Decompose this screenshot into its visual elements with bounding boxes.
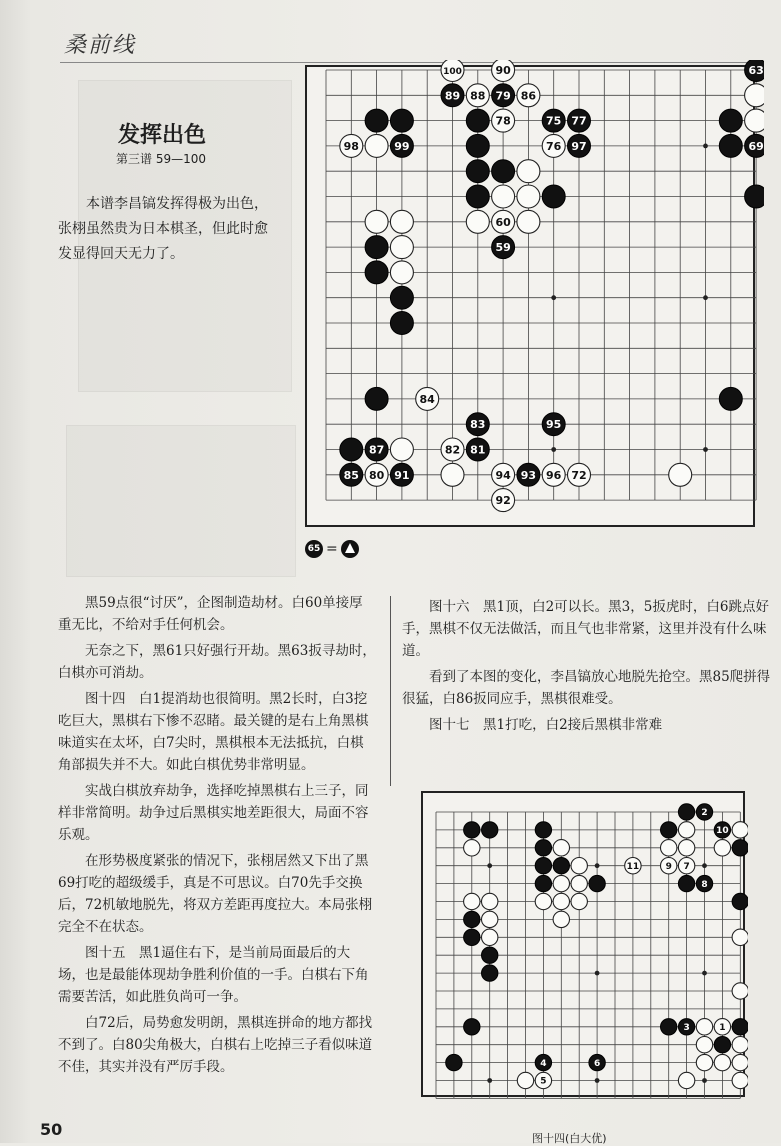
white-stone	[714, 1019, 730, 1035]
white-stone	[466, 84, 489, 107]
move-number: 63	[748, 63, 764, 77]
move-number: 83	[470, 418, 486, 432]
black-stone	[696, 875, 712, 891]
move-number: 90	[495, 63, 511, 77]
move-number: 99	[394, 139, 410, 153]
star-point	[595, 1078, 600, 1083]
page-number: 50	[40, 1120, 63, 1139]
move-number: 59	[495, 241, 511, 255]
black-stone	[492, 236, 515, 259]
black-stone	[732, 840, 748, 856]
move-number: 76	[546, 139, 562, 153]
white-stone	[571, 893, 587, 909]
white-stone	[390, 210, 413, 233]
white-stone	[732, 983, 748, 999]
black-stone	[464, 911, 480, 927]
black-stone	[542, 185, 565, 208]
body-paragraph: 黑59点很“讨厌”，企图制造劫材。白60单接厚重无比，不给对手任何机会。	[58, 595, 363, 633]
white-stone	[625, 858, 641, 874]
white-stone	[441, 438, 464, 461]
body-paragraph: 看到了本图的变化，李昌镐放心地脱先抢空。黑85爬拼得很猛，白86扳同应手，黑棋很难受。	[402, 669, 771, 707]
white-stone	[441, 60, 464, 82]
white-stone	[732, 1072, 748, 1088]
white-stone	[492, 210, 515, 233]
move-number: 97	[571, 139, 587, 153]
legend-65-equals-triangle	[305, 540, 359, 558]
move-number: 92	[495, 494, 511, 508]
body-paragraph: 图十四 白1提消劫也很简明。黑2长时，白3挖吃巨大，黑棋右下惨不忍睹。最关键的是右上角黑棋味道实在太坏，白7尖时，黑棋根本无法抵抗，白棋角部损失并不大。如此白棋优势非常明显。	[58, 691, 369, 773]
section-title: 发挥出色	[118, 123, 207, 148]
body-paragraph: 在形势极度紧张的情况下，张栩居然又下出了黑69打吃的超级缓手，真是不可思议。白70先手交换后，72机敏地脱先，将双方差距再度拉大。本局张栩完全不在状态。	[58, 853, 373, 935]
black-stone	[365, 438, 388, 461]
white-stone	[732, 1054, 748, 1070]
intro-text: 本谱李昌镐发挥得极为出色，张栩虽然贵为日本棋圣，但此时愈发显得回天无力了。	[58, 196, 268, 262]
running-header: 桑前线	[64, 33, 137, 58]
column-divider	[390, 596, 391, 786]
black-stone	[390, 286, 413, 309]
move-number: 87	[368, 443, 385, 457]
move-number: 75	[546, 114, 562, 128]
white-stone	[390, 438, 413, 461]
black-stone	[482, 965, 498, 981]
white-stone	[571, 858, 587, 874]
black-stone	[589, 875, 605, 891]
white-stone	[669, 463, 692, 486]
body-paragraph: 图十七 黑1打吃，白2接后黑棋非常难	[429, 717, 663, 733]
black-stone	[745, 134, 764, 157]
black-stone	[568, 134, 591, 157]
black-stone	[464, 1019, 480, 1035]
black-stone	[517, 463, 540, 486]
body-paragraph: 无奈之下，黑61只好强行开劫。黑63扳寻劫时，白棋亦可消劫。	[58, 643, 376, 681]
black-stone	[732, 893, 748, 909]
white-stone	[517, 185, 540, 208]
white-stone	[492, 185, 515, 208]
figure-caption: 图十四(白大优)	[532, 1132, 607, 1145]
black-stone	[719, 109, 742, 132]
black-stone	[568, 109, 591, 132]
black-stone	[464, 822, 480, 838]
black-stone	[492, 84, 515, 107]
black-stone	[446, 1054, 462, 1070]
equals-sign: =	[326, 541, 338, 557]
star-point	[595, 863, 600, 868]
black-stone	[466, 160, 489, 183]
black-stone	[482, 947, 498, 963]
star-point	[703, 447, 708, 452]
move-number: 1	[719, 1023, 726, 1034]
black-stone	[714, 822, 730, 838]
white-stone	[416, 387, 439, 410]
black-stone	[390, 109, 413, 132]
black-stone	[732, 1019, 748, 1035]
triangle-stone-icon	[341, 540, 359, 558]
black-stone	[482, 822, 498, 838]
move-number: 89	[444, 89, 461, 103]
move-number: 77	[571, 114, 587, 128]
star-point	[702, 1078, 707, 1083]
white-stone	[464, 893, 480, 909]
white-stone	[365, 463, 388, 486]
move-number: 60	[495, 215, 511, 229]
black-stone	[466, 109, 489, 132]
move-number: 78	[495, 114, 511, 128]
black-stone	[365, 109, 388, 132]
white-stone	[553, 911, 569, 927]
black-stone	[678, 804, 694, 820]
black-stone	[390, 134, 413, 157]
black-stone	[492, 160, 515, 183]
white-stone	[390, 261, 413, 284]
black-stone	[745, 60, 764, 82]
white-stone	[696, 1019, 712, 1035]
white-stone	[732, 1037, 748, 1053]
move-number: 7	[683, 861, 690, 872]
white-stone	[571, 875, 587, 891]
black-stone	[365, 261, 388, 284]
black-stone	[553, 858, 569, 874]
move-number: 96	[546, 468, 562, 482]
move-number: 95	[546, 418, 562, 432]
white-stone	[661, 858, 677, 874]
black-stone	[466, 185, 489, 208]
move-number: 86	[520, 89, 537, 103]
black-stone	[535, 1054, 551, 1070]
star-point	[702, 971, 707, 976]
black-stone	[535, 840, 551, 856]
black-stone	[340, 438, 363, 461]
move-number: 72	[571, 468, 587, 482]
white-stone	[517, 84, 540, 107]
white-stone	[464, 840, 480, 856]
white-stone	[732, 822, 748, 838]
white-stone	[492, 489, 515, 512]
black-stone	[542, 413, 565, 436]
left-text-column	[58, 592, 376, 1082]
black-stone	[340, 463, 363, 486]
move-number: 94	[495, 468, 511, 482]
move-number: 79	[495, 89, 511, 103]
black-stone	[466, 438, 489, 461]
black-stone	[535, 875, 551, 891]
black-stone	[390, 312, 413, 335]
star-point	[551, 295, 556, 300]
go-board-figure-14	[420, 790, 748, 1100]
black-stone	[390, 463, 413, 486]
white-stone	[390, 236, 413, 259]
white-stone	[517, 1072, 533, 1088]
black-stone	[696, 804, 712, 820]
star-point	[551, 447, 556, 452]
move-number: 84	[419, 392, 435, 406]
white-stone	[542, 463, 565, 486]
white-stone	[553, 875, 569, 891]
move-number: 11	[626, 861, 640, 872]
star-point	[703, 295, 708, 300]
black-stone	[661, 1019, 677, 1035]
black-stone	[464, 929, 480, 945]
white-stone	[714, 1054, 730, 1070]
white-stone	[714, 840, 730, 856]
black-stone	[719, 134, 742, 157]
white-stone	[568, 463, 591, 486]
black-stone	[661, 822, 677, 838]
go-board-main	[296, 60, 764, 530]
star-point	[702, 863, 707, 868]
white-stone	[678, 1072, 694, 1088]
white-stone	[340, 134, 363, 157]
white-stone	[553, 840, 569, 856]
white-stone	[482, 911, 498, 927]
white-stone	[492, 109, 515, 132]
move-number: 8	[701, 879, 708, 890]
white-stone	[365, 134, 388, 157]
white-stone	[661, 840, 677, 856]
white-stone	[745, 84, 764, 107]
black-stone	[719, 387, 742, 410]
star-point	[487, 863, 492, 868]
black-stone	[678, 1019, 694, 1035]
white-stone	[535, 1072, 551, 1088]
move-number: 10	[716, 826, 729, 837]
move-number: 93	[520, 468, 537, 482]
white-stone	[678, 858, 694, 874]
white-stone	[732, 929, 748, 945]
move-number: 9	[665, 861, 672, 872]
white-stone	[517, 210, 540, 233]
black-stone	[466, 134, 489, 157]
white-stone	[553, 893, 569, 909]
move-number: 91	[394, 468, 410, 482]
body-paragraph: 白72后，局势愈发明朗，黑棋连拼命的地方都找不到了。白80尖角极大，白棋右上吃掉三子看似味道不佳，其实并没有严厉手段。	[58, 1015, 373, 1075]
move-number: 4	[540, 1058, 547, 1069]
white-stone	[482, 893, 498, 909]
body-paragraph: 图十五 黑1逼住右下，是当前局面最后的大场，也是最能体现劫争胜利价值的一手。白棋右下角需要苦活，如此胜负尚可一争。	[58, 945, 369, 1005]
move-number: 3	[683, 1023, 690, 1034]
move-number: 98	[343, 139, 359, 153]
black-stone	[535, 822, 551, 838]
move-number: 5	[540, 1076, 547, 1087]
white-stone	[745, 109, 764, 132]
white-stone	[696, 1037, 712, 1053]
black-stone	[714, 1037, 730, 1053]
right-text-column	[402, 596, 772, 740]
white-stone	[678, 840, 694, 856]
white-stone	[535, 893, 551, 909]
black-stone	[365, 387, 388, 410]
black-stone-65: 65	[305, 540, 323, 558]
black-stone	[535, 858, 551, 874]
move-number: 100	[443, 66, 462, 77]
move-number: 80	[368, 468, 385, 482]
white-stone	[696, 1054, 712, 1070]
black-stone	[466, 413, 489, 436]
move-number: 6	[593, 1058, 601, 1069]
black-stone	[542, 109, 565, 132]
white-stone	[365, 210, 388, 233]
white-stone	[492, 60, 515, 82]
star-point	[487, 1078, 492, 1083]
white-stone	[466, 210, 489, 233]
white-stone	[492, 463, 515, 486]
section-subtitle: 第三谱 59—100	[116, 152, 206, 166]
move-number: 85	[343, 468, 359, 482]
white-stone	[517, 160, 540, 183]
white-stone	[542, 134, 565, 157]
black-stone	[745, 185, 764, 208]
move-number: 81	[470, 443, 486, 457]
bleed-through-area	[66, 425, 296, 577]
body-paragraph: 实战白棋放弃劫争，选择吃掉黑棋右上三子，同样非常简明。劫争过后黑棋实地差距很大，局面不容乐观。	[58, 783, 369, 843]
black-stone	[365, 236, 388, 259]
star-point	[595, 971, 600, 976]
black-stone	[678, 875, 694, 891]
white-stone	[441, 463, 464, 486]
black-stone	[441, 84, 464, 107]
move-number: 88	[470, 89, 486, 103]
move-number: 82	[444, 443, 461, 457]
white-stone	[482, 929, 498, 945]
body-paragraph: 图十六 黑1顶，白2可以长。黑3，5扳虎时，白6跳点好手，黑棋不仅无法做活，而且气也非常紧，这里并没有什么味道。	[402, 599, 769, 659]
star-point	[703, 144, 708, 149]
white-stone	[678, 822, 694, 838]
black-stone	[589, 1054, 605, 1070]
move-number: 69	[748, 139, 764, 153]
move-number: 2	[701, 808, 708, 819]
